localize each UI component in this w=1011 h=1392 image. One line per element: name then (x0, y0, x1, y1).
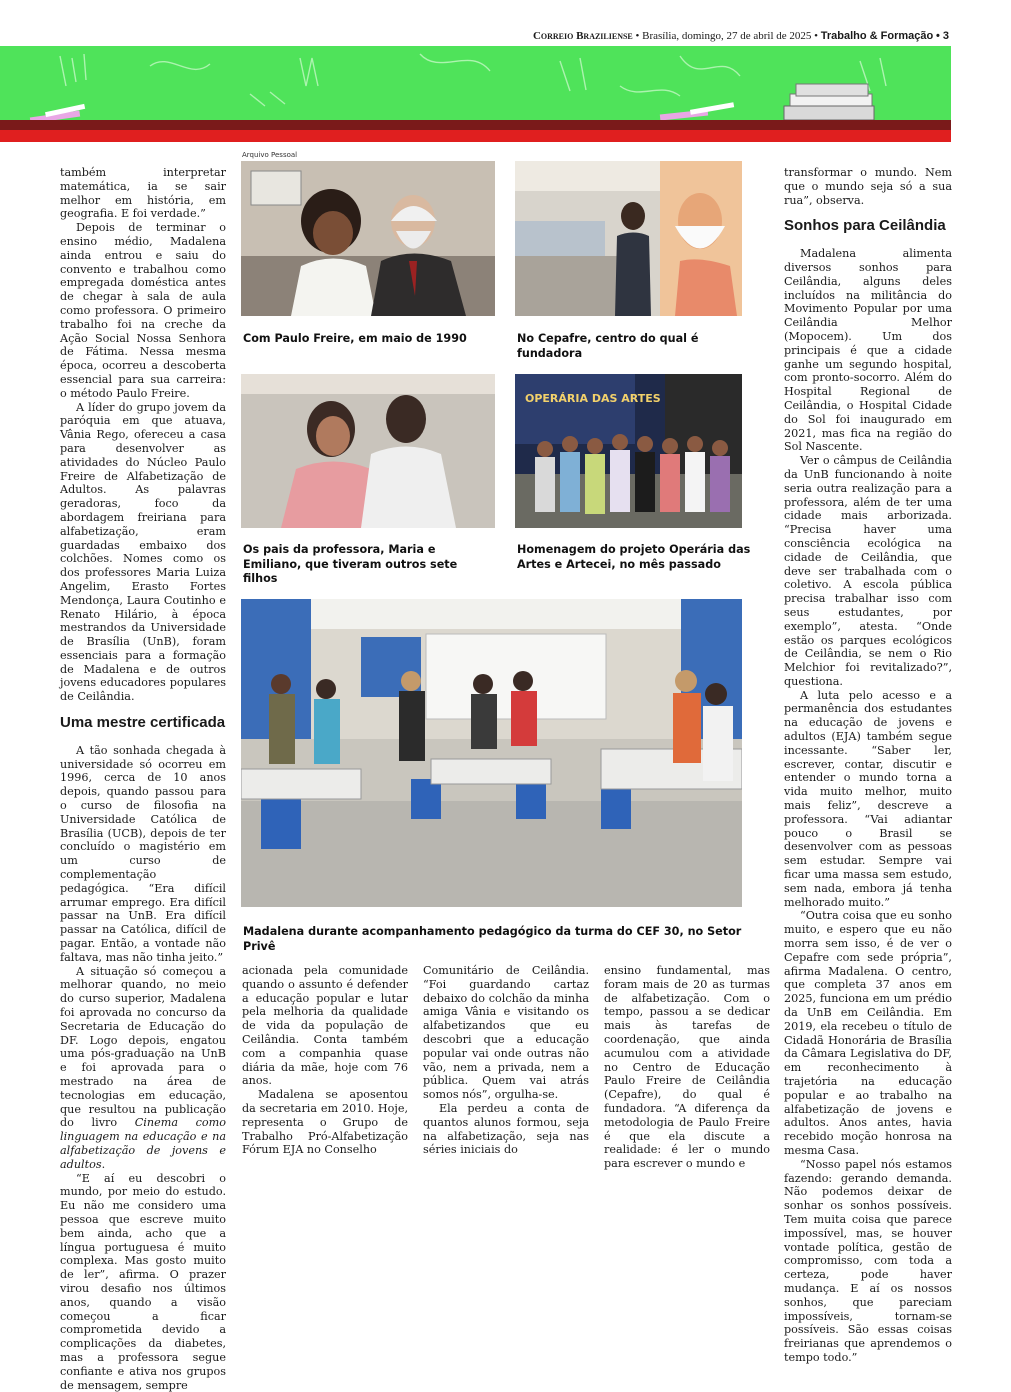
col3-paragraph: Ela perdeu a conta de quantos alunos formou, seja na alfabetização, seja nas séries iniciais do (423, 1101, 589, 1157)
col1-paragraph: também interpretar matemática, ia se sair melhor em história, em geografia. E foi verdade.” (60, 166, 226, 221)
caption-main-photo: Madalena durante acompanhamento pedagógico da turma do CEF 30, no Setor Privê (243, 925, 742, 953)
banner-dark-stripe (0, 120, 951, 130)
page-header (533, 30, 949, 42)
article-column-4 (784, 166, 952, 1365)
article-column-3-bottom (423, 964, 589, 1157)
col3-paragraph: Comunitário de Ceilândia. “Foi guardando cartaz debaixo do colchão da minha amiga Vânia e visitando os alfabetizandos que eu descobri que a educação popular vai onde outras não vão, nem a privada, nem a pública. Quem vai atrás somos nós”, orgulha-se. (423, 964, 589, 1102)
col1-paragraph: “E aí eu descobri o mundo, por meio do estudo. Eu não me considero uma pessoa que escreve muito bem ainda, acho que a língua portuguesa é muito complexa. Mas gosto muito de ler”, afirma. O prazer virou desafio nos últimos anos, quando a visão começou a ficar comprometida devido a complicações da diabetes, mas a professora segue confiante e ativa nos grupos de mensagem, sempre (60, 1171, 226, 1392)
col4-paragraph: A luta pelo acesso e a permanência dos estudantes na educação de jovens e adultos (EJA) também segue incessante. “Saber ler, escrever, contar, discutir e entender o mundo torna a vida muito melhor, muito mais feliz”, descreve a professora. “Vai adiantar pouco o Brasil se desenvolver com as pessoas sem estudar. Sempre vai ficar uma massa sem estudo, sem nada, embora já tenha melhorado muito.” (784, 688, 952, 909)
col1-paragraph (60, 965, 226, 1172)
photo-homage-image (515, 374, 742, 528)
article-column-2-bottom (242, 964, 408, 1157)
photo-cepafre (515, 161, 742, 316)
article-column-1 (60, 166, 226, 1392)
photo-classroom (241, 599, 742, 907)
col4-paragraph: “Nosso papel nós estamos fazendo: gerando demanda. Não podemos deixar de sonhar os sonhos possíveis. Tem muita coisa que parece impossível, mas, se houver vontade política, gestão de compromisso, com toda a certeza, pode haver mudança. E aí os nossos sonhos, que pareciam impossíveis, tornam-se possíveis. São essas coisas freirianas que aprendemos o tempo todo.” (784, 1157, 952, 1364)
photo-cepafre-image (515, 161, 742, 316)
col1-paragraph: Depois de terminar o ensino médio, Madalena ainda entrou e saiu do convento e trabalhou como empregada doméstica antes de chegar à sala de aula como professora. O primeiro trabalho foi na creche da Ação Social Nossa Senhora de Fátima. Nessa mesma época, ocorreu a descoberta essencial para sua carreira: o método Paulo Freire. (60, 221, 226, 400)
caption-photo-4: Homenagem do projeto Operária das Artes e Artecei, no mês passado (517, 543, 751, 571)
photo-parents (241, 374, 495, 528)
photo-classroom-image (241, 599, 742, 907)
caption-photo-2: No Cepafre, centro do qual é fundadora (517, 332, 699, 360)
subheading-mestre: Uma mestre certificada (60, 714, 226, 732)
photo-parents-image (241, 374, 495, 528)
section-name: Trabalho & Formação (820, 30, 934, 42)
caption-photo-3: Os pais da professora, Maria e Emiliano, que tiveram outros sete filhos (243, 543, 458, 585)
col4-paragraph: Madalena alimenta diversos sonhos para Ceilândia, alguns deles incluídos na militância do Movimento Popular por uma Ceilândia Melhor (Mopocem). Um dos principais é que a cidade ganhe um segundo hospital, com pronto-socorro. Além do Hospital Regional de Ceilândia, o Hospital Cidade do Sol foi inaugurado em 2021, mas fica na região do Sol Nascente. (784, 247, 952, 454)
col4-paragraph: Ver o câmpus de Ceilândia da UnB funcionando à noite seria outra realização para a professora, além de ter uma cidade mais arborizada. “Precisa haver uma consciência ecológica na cidade de Ceilândia, que deve ser trabalhada com o coletivo. A escola pública precisa trabalhar isso com seus estudantes, por exemplo”, atesta. “Onde estão os parques ecológicos de Ceilândia, se nem o Rio Melchior foi revitalizado?”, questiona. (784, 454, 952, 688)
book-title: Cinema como linguagem na educação e na alfabetização de jovens e adultos (60, 1116, 226, 1171)
col1-paragraph: A líder do grupo jovem da paróquia em que atuava, Vânia Rego, ofereceu a casa para desenvolver as atividades do Núcleo Paulo Freire de Alfabetização de Adultos. As palavras geradoras, foco da abordagem freiriana para alfabetização, eram guardadas embaixo dos colchões. Nomes como os dos professores Maria Luiza Angelim, Erasto Fortes Mendonça, Laura Coutinho e Renato Hilário, à época mestrandos da Universidade de Brasília (UnB), foram essenciais para a formação de Madalena e de outros jovens educadores populares de Ceilândia. (60, 400, 226, 704)
col1-paragraph: A tão sonhada chegada à universidade só ocorreu em 1996, cerca de 10 anos depois, quando passou para o curso de filosofia na Universidade Católica de Brasília (UCB), depois de ter concluído o magistério em um curso de complementação pedagógica. “Era difícil arrumar emprego. Era difícil passar na UnB. Era difícil passar na Católica, difícil de pagar. Então, a vontade não faltava, mas não tinha jeito.” (60, 743, 226, 964)
photo-credit: Arquivo Pessoal (242, 151, 298, 159)
publication-name: Correio Braziliense (532, 30, 633, 42)
col1-text: . (101, 1157, 106, 1171)
col2-paragraph: acionada pela comunidade quando o assunto é defender a educação popular e lutar pela melhoria da qualidade de vida da população de Ceilândia. Conta também com a companhia quase diária da mãe, hoje com 76 anos. (242, 964, 408, 1088)
col4-paragraph: transformar o mundo. Nem que o mundo seja só a sua rua”, observa. (784, 166, 952, 207)
subheading-sonhos: Sonhos para Ceilândia (784, 217, 946, 235)
section-banner (0, 46, 951, 142)
col2-paragraph: Madalena se aposentou da secretaria em 2010. Hoje, representa o Grupo de Trabalho Pró-Alfabetização Fórum EJA no Conselho (242, 1088, 408, 1157)
col1-text: A situação só começou a melhorar quando, no meio do curso superior, Madalena foi aprovada no concurso da Secretaria de Educação do DF. Logo depois, engatou uma pós-graduação na UnB e foi aprovada para o mestrado na área de tecnologias em educação, que resultou na publicação do livro (60, 964, 226, 1130)
photo-paulo-freire-image (241, 161, 495, 316)
col4b-paragraph: ensino fundamental, mas foram mais de 20 as turmas de alfabetização. Com o tempo, passou a se dedicar mais às tarefas de coordenação, que ainda acumulou com a atividade no Centro de Educação Paulo Freire de Ceilândia (Cepafre), do qual é fundadora. “A diferença da metodologia de Paulo Freire é que ela discute a realidade: é ler o mundo para escrever o mundo e (604, 964, 770, 1171)
photo-homage (515, 374, 742, 528)
homage-banner-text: OPERÁRIA DAS ARTES (525, 392, 661, 405)
photo-paulo-freire (241, 161, 495, 316)
page-number: • 3 (935, 30, 949, 42)
col4-paragraph: “Outra coisa que eu sonho muito, e espero que eu não morra sem isso, é de ver o Cepafre com sede própria”, afirma Madalena. O centro, que completa 37 anos em 2025, funciona em um prédio da UnB em Ceilândia. Em 2019, ela recebeu o título de Cidadã Honorária de Brasília da Câmara Legislativa do DF, em reconhecimento à trajetória na educação popular e ao trabalho na alfabetização de jovens e adultos. Anos antes, havia recebido moção honrosa na mesma Casa. (784, 909, 952, 1157)
header-date: • Brasília, domingo, 27 de abril de 2025 • (635, 30, 818, 42)
banner-red-stripe (0, 130, 951, 142)
article-column-4-bottom (604, 964, 770, 1171)
caption-photo-1: Com Paulo Freire, em maio de 1990 (243, 332, 467, 345)
